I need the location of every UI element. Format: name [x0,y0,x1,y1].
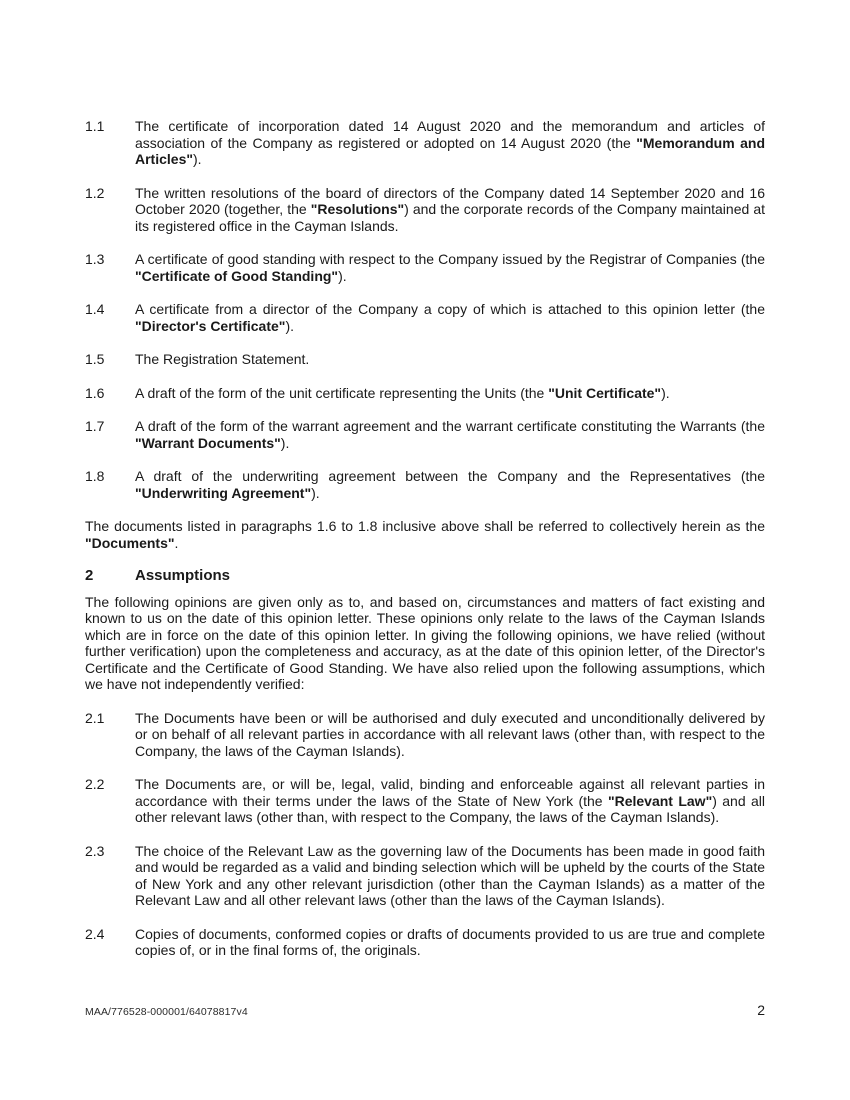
paragraph-text: A draft of the form of the warrant agreement and the warrant certificate constituting the Warrants (the "Warrant Documents"). [135,418,765,451]
numbered-paragraph [85,118,765,168]
paragraph-text: Assumptions [135,567,231,584]
paragraph-number: 1.1 [85,118,105,134]
paragraph-number: 1.3 [85,251,105,267]
paragraph [85,594,765,693]
paragraph-number: 1.6 [85,384,105,401]
paragraph-text: Copies of documents, conformed copies or drafts of documents provided to us are true and complete copies of, or in the final forms of, the originals. [135,925,765,958]
paragraph-number: 1.7 [85,418,105,434]
numbered-paragraph [85,185,765,235]
numbered-paragraph [85,385,765,402]
paragraph-text: The Documents are, or will be, legal, valid, binding and enforceable against all relevant parties in accordance with their terms under the laws of the State of New York (the "Relevant Law") and all other relevant laws (other than, with respect to the Company, the laws of the Cayman Islands). [135,776,766,825]
paragraph-text: The documents listed in paragraphs 1.6 to 1.8 inclusive above shall be referred to collectively herein as the "Documents". [85,518,765,551]
numbered-paragraph [85,468,765,501]
paragraph-text: The certificate of incorporation dated 14 August 2020 and the memorandum and articles of association of the Company as registered or adopted on 14 August 2020 (the "Memorandum and Articles"). [135,118,766,167]
paragraph-text: The choice of the Relevant Law as the governing law of the Documents has been made in good faith and would be regarded as a valid and binding selection which will be upheld by the courts of the State of New York and any other relevant jurisdiction (other than the Cayman Islands) as a matter of the Relevant Law and all other relevant laws (other than the laws of the Cayman Islands). [135,842,765,908]
section-heading [85,568,765,585]
numbered-paragraph [85,251,765,284]
paragraph-number: 2.3 [85,842,105,859]
paragraph-number: 2 [85,567,94,584]
paragraph-text: A draft of the form of the unit certificate representing the Units (the "Unit Certificate"). [135,384,670,401]
paragraph-number: 1.4 [85,301,105,317]
document-reference: MAA/776528-000001/64078817v4 [85,1006,248,1018]
paragraph-number: 1.2 [85,184,105,201]
paragraph-number: 1.8 [85,468,105,484]
paragraph-text: A certificate from a director of the Company a copy of which is attached to this opinion letter (the "Director's Certificate"). [135,301,765,334]
paragraph-text: The following opinions are given only as to, and based on, circumstances and matters of fact existing and known to us on the date of this opinion letter. These opinions only relate to the laws of the Cayman Islands which are in force on the date of this opinion letter. In giving the following opinions, we have relied (without further verification) upon the completeness and accuracy, as at the date of this opinion letter, of the Director's Certificate and the Certificate of Good Standing. We have also relied upon the following assumptions, which we have not independently verified: [85,593,765,692]
numbered-paragraph [85,926,765,959]
numbered-paragraph [85,776,765,826]
paragraph-text: The Registration Statement. [135,351,310,367]
paragraph-text: The written resolutions of the board of directors of the Company dated 14 September 2020 and 16 October 2020 (together, the "Resolutions") and the corporate records of the Company maintained at its registered office in the Cayman Islands. [135,184,765,234]
paragraph-number: 2.1 [85,709,105,726]
paragraph-number: 2.4 [85,925,105,942]
numbered-paragraph [85,843,765,909]
page-number: 2 [757,1002,765,1018]
numbered-paragraph [85,301,765,334]
paragraph-text: A certificate of good standing with respect to the Company issued by the Registrar of Companies (the "Certificate of Good Standing"). [135,251,765,284]
paragraph-number: 1.5 [85,351,105,367]
numbered-paragraph [85,418,765,451]
page-footer [85,1002,765,1018]
paragraph-text: A draft of the underwriting agreement between the Company and the Representatives (the "Underwriting Agreement"). [135,468,765,501]
numbered-paragraph [85,351,765,368]
document-body [85,118,765,959]
paragraph-number: 2.2 [85,776,105,792]
paragraph [85,518,765,551]
paragraph-text: The Documents have been or will be authorised and duly executed and unconditionally delivered by or on behalf of all relevant parties in accordance with all relevant laws (other than, with respect to the Company, the laws of the Cayman Islands). [135,709,765,759]
numbered-paragraph [85,710,765,760]
